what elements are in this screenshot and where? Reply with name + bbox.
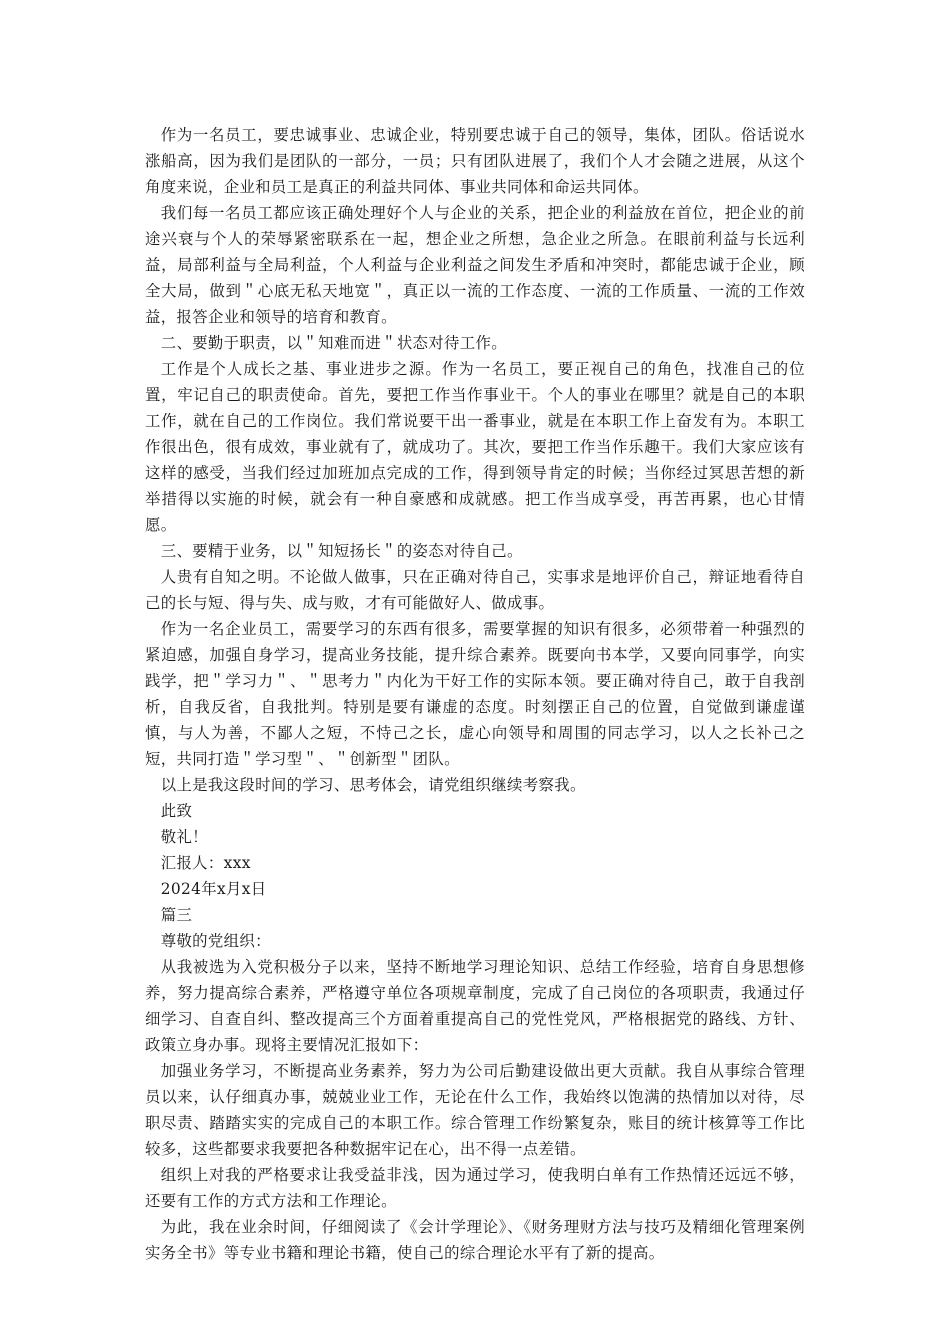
paragraph-reading: 为此，我在业余时间，仔细阅读了《会计学理论》、《财务理财方法与技巧及精细化管理案例实务全书》等专业书籍和理论书籍，使自己的综合理论水平有了新的提高。 bbox=[145, 1218, 805, 1262]
date-line: 2024年x月x日 bbox=[160, 880, 267, 898]
paragraph-relationship: 我们每一名员工都应该正确处理好个人与企业的关系，把企业的利益放在首位，把企业的前途兴衰与个人的荣辱紧密联系在一起，想企业之所想，急企业之所急。在眼前利益与长远利益，局部利益与全局利益，个人利益与企业利益之间发生矛盾和冲突时，都能忠诚于企业，顾全大局，做到＂心底无私天地宽＂，真正以一流的工作态度、一流的工作质量、一流的工作效益，报答企业和领导的培育和教育。 bbox=[145, 204, 805, 326]
paragraph-self-knowledge: 人贵有自知之明。不论做人做事，只在正确对待自己，实事求是地评价自己，辩证地看待自己的长与短、得与失、成与败，才有可能做好人、做成事。 bbox=[145, 568, 805, 612]
paragraph-strict-requirements: 组织上对我的严格要求让我受益非浅，因为通过学习，使我明白单有工作热情还远远不够，还要有工作的方式方法和工作理论。 bbox=[145, 1166, 805, 1210]
greeting-line: 尊敬的党组织： bbox=[160, 932, 271, 950]
paragraph-business-study: 加强业务学习，不断提高业务素养，努力为公司后勤建设做出更大贡献。我自从事综合管理员以来，认仔细真办事，兢兢业业工作，无论在什么工作，我始终以饱满的热情加以对待，尽职尽责、踏踏实实的完成自己的本职工作。综合管理工作纷繁复杂，账目的统计核算等工作比较多，这些都要求我要把各种数据牢记在心，出不得一点差错。 bbox=[145, 1062, 805, 1158]
salutation-jingli: 敬礼！ bbox=[160, 828, 208, 846]
section-title-part-three: 篇三 bbox=[160, 906, 193, 924]
document-body bbox=[145, 122, 805, 1266]
paragraph-closing: 以上是我这段时间的学习、思考体会，请党组织继续考察我。 bbox=[160, 776, 586, 794]
salutation-cizhi: 此致 bbox=[160, 802, 193, 820]
paragraph-loyalty: 作为一名员工，要忠诚事业、忠诚企业，特别要忠诚于自己的领导，集体，团队。俗话说水涨船高，因为我们是团队的一部分，一员；只有团队进展了，我们个人才会随之进展，从这个角度来说，企业和员工是真正的利益共同体、事业共同体和命运共同体。 bbox=[145, 126, 805, 196]
section-heading-three: 三、要精于业务，以＂知短扬长＂的姿态对待自己。 bbox=[160, 542, 523, 560]
section-heading-two: 二、要勤于职责，以＂知难而进＂状态对待工作。 bbox=[160, 334, 507, 352]
paragraph-activist-study: 从我被选为入党积极分子以来，坚持不断地学习理论知识、总结工作经验，培育自身思想修养，努力提高综合素养，严格遵守单位各项规章制度，完成了自己岗位的各项职责，我通过仔细学习、自查自纠、整改提高三个方面着重提高自己的党性党风，严格根据党的路线、方针、政策立身办事。现将主要情况汇报如下： bbox=[145, 958, 805, 1054]
reporter-line: 汇报人：xxx bbox=[160, 854, 251, 872]
paragraph-learning: 作为一名企业员工，需要学习的东西有很多，需要掌握的知识有很多，必须带着一种强烈的紧迫感，加强自身学习，提高业务技能，提升综合素养。既要向书本学，又要向同事学，向实践学，把＂学习力＂、＂思考力＂内化为干好工作的实际本领。要正确对待自己，敢于自我剖析，自我反省，自我批判。特别是要有谦虚的态度。时刻摆正自己的位置，自觉做到谦虚谨慎，与人为善，不鄙人之短，不恃己之长，虚心向领导和周围的同志学习，以人之长补己之短，共同打造＂学习型＂、＂创新型＂团队。 bbox=[145, 620, 805, 768]
paragraph-work-growth: 工作是个人成长之基、事业进步之源。作为一名员工，要正视自己的角色，找准自己的位置，牢记自己的职责使命。首先，要把工作当作事业干。个人的事业在哪里？就是自己的本职工作，就在自己的工作岗位。我们常说要干出一番事业，就是在本职工作上奋发有为。本职工作很出色，很有成效，事业就有了，就成功了。其次，要把工作当作乐趣干。我们大家应该有这样的感受，当我们经过加班加点完成的工作，得到领导肯定的时候；当你经过冥思苦想的新举措得以实施的时候，就会有一种自豪感和成就感。把工作当成享受，再苦再累，也心甘情愿。 bbox=[145, 360, 805, 534]
